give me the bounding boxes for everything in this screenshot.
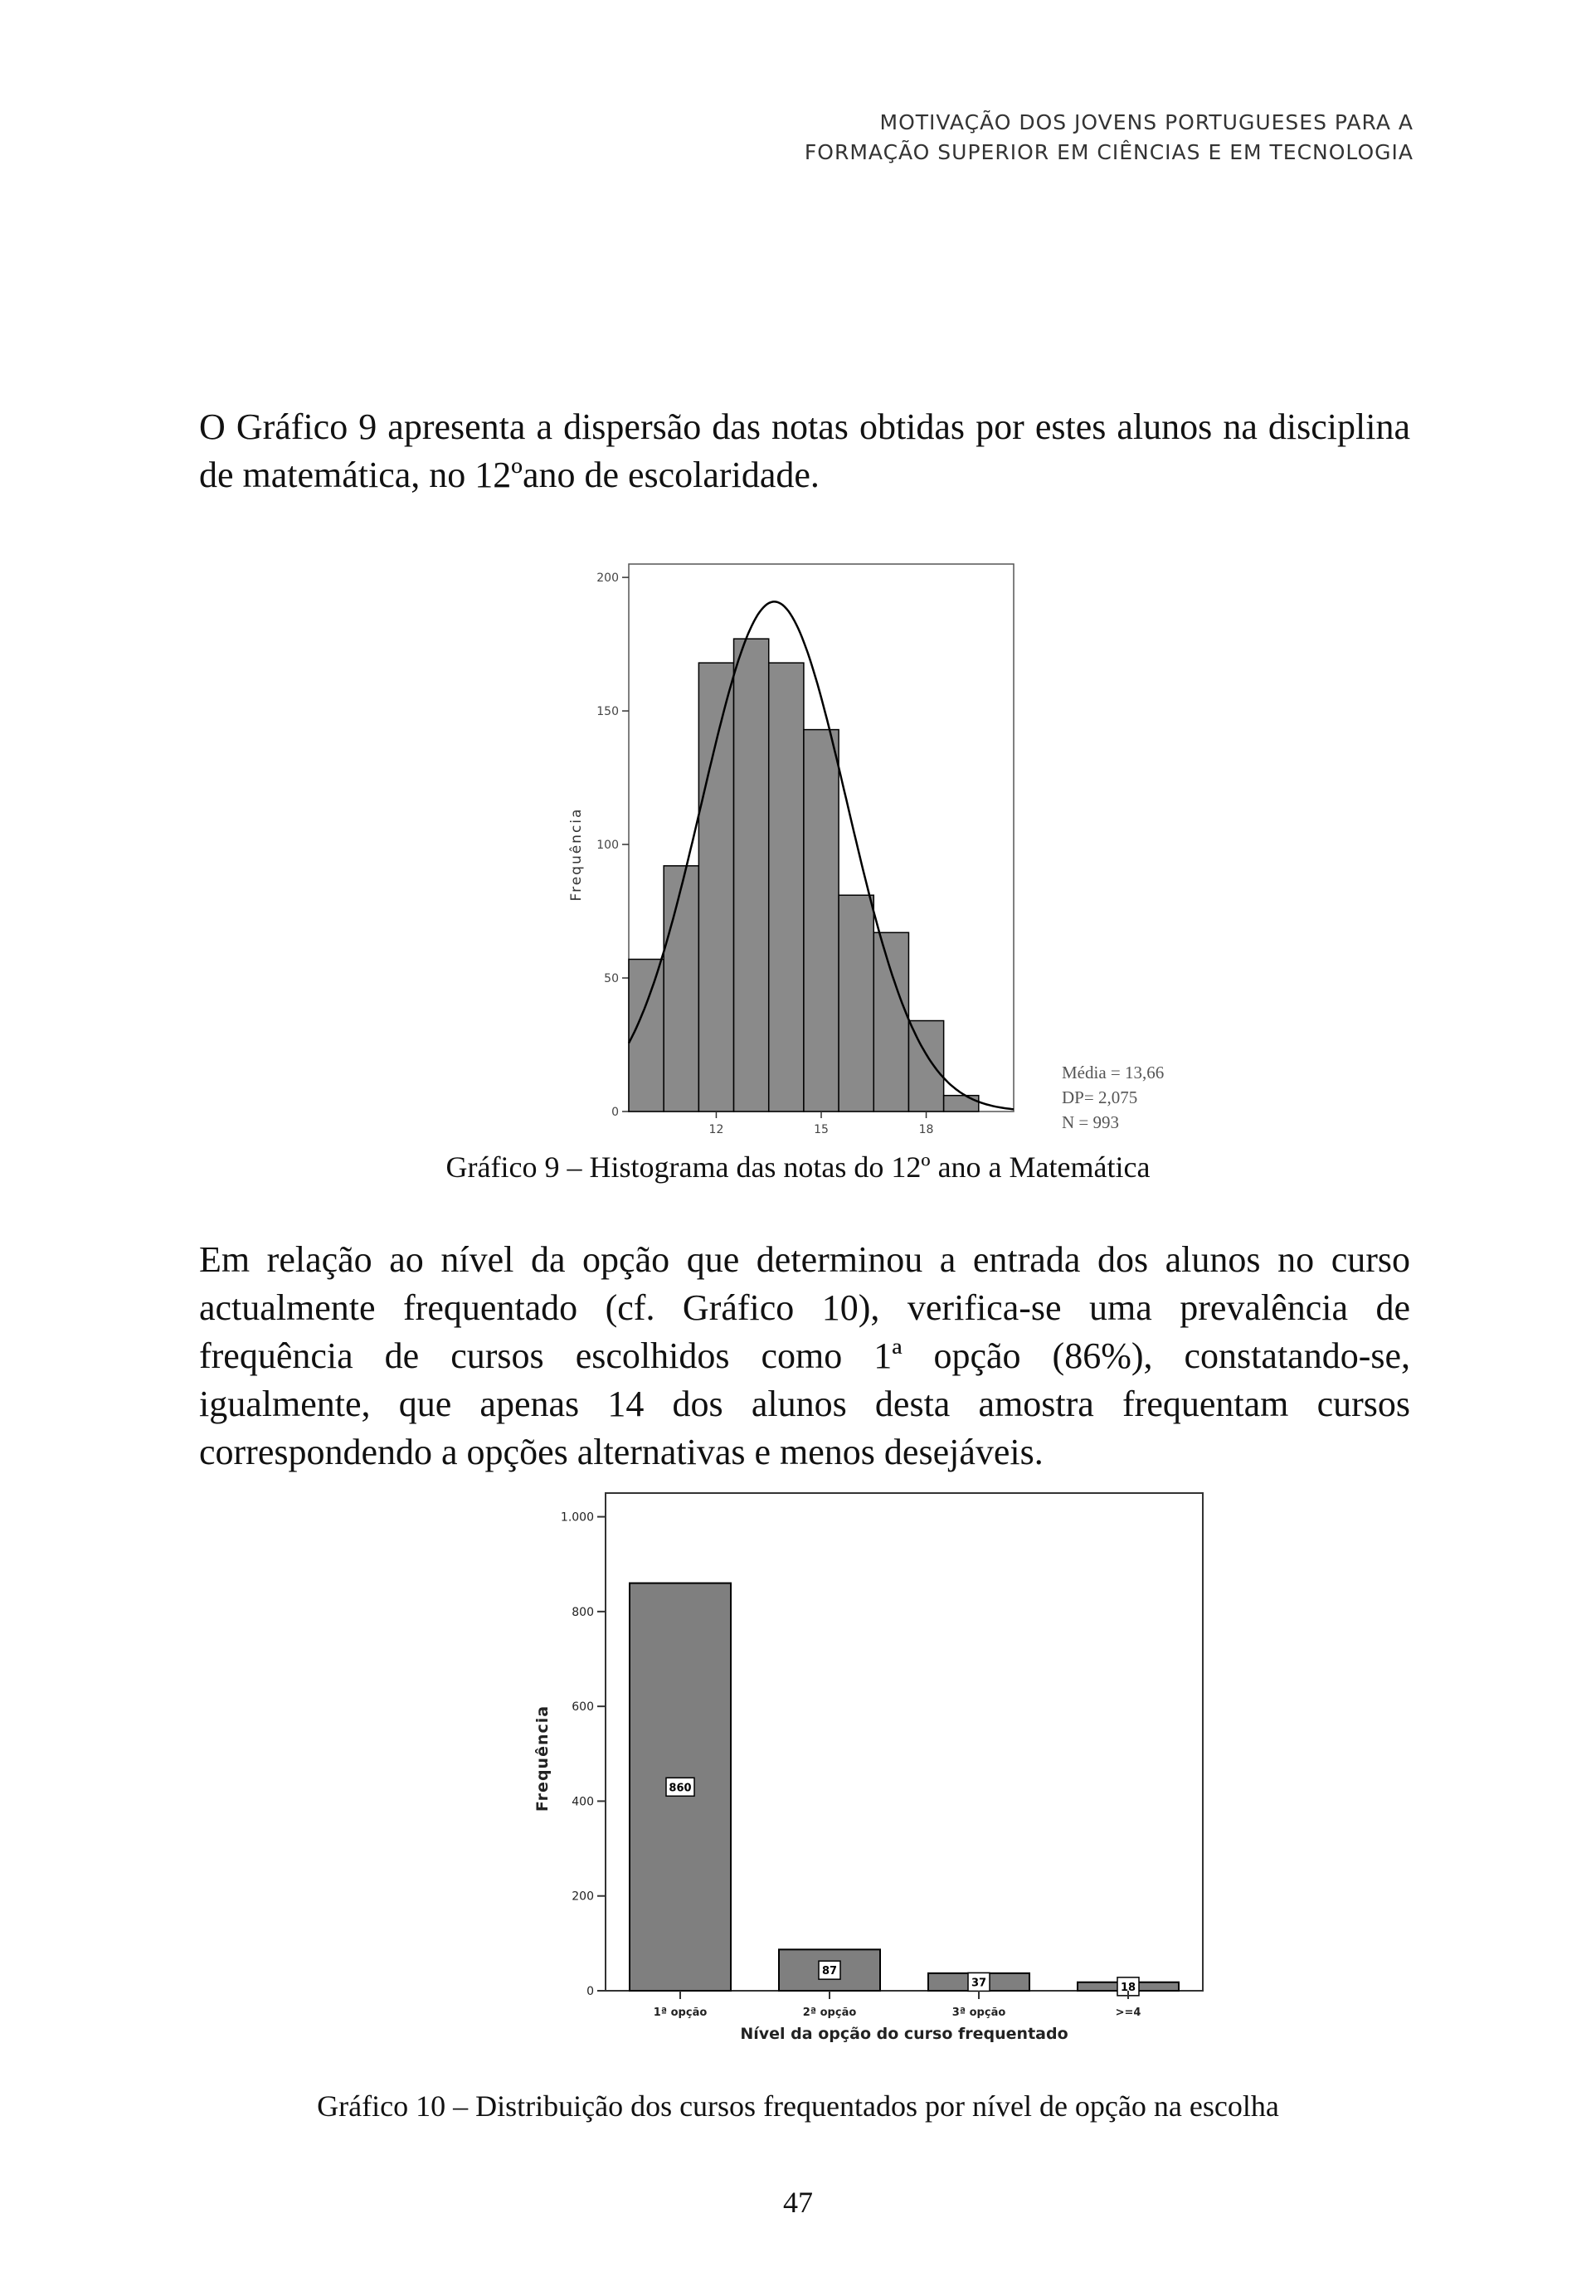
stats-line: Média = 13,66 bbox=[1062, 1063, 1165, 1082]
histogram-bar bbox=[664, 866, 698, 1112]
y-tick-label: 200 bbox=[596, 572, 619, 586]
x-tick-label: >=4 bbox=[1115, 2007, 1141, 2019]
stats-line: N = 993 bbox=[1062, 1112, 1120, 1132]
data-label: 87 bbox=[821, 1965, 838, 1978]
histogram-bar bbox=[629, 959, 664, 1112]
y-tick-label: 200 bbox=[572, 1890, 594, 1904]
stats-box bbox=[1062, 1063, 1164, 1132]
x-tick-label: 18 bbox=[918, 1123, 934, 1136]
histogram-bar bbox=[804, 730, 839, 1112]
y-tick-label: 0 bbox=[611, 1106, 619, 1119]
paragraph-intro-graph9: O Gráfico 9 apresenta a dispersão das notas obtidas por estes alunos na disciplina de matemática, no 12ºano de escolaridade. bbox=[199, 406, 1410, 495]
paragraph-option-level: Em relação ao nível da opção que determinou a entrada dos alunos no curso actualmente frequentado (cf. Gráfico 10), verifica-se uma prevalência de frequência de cursos escolhidos como 1ª opção (86%), constatando-se, igualmente, que apenas 14 dos alunos desta amostra frequentam cursos correspondendo a opções alternativas e menos desejáveis. bbox=[199, 1239, 1410, 1472]
y-axis-label: Frequência bbox=[568, 807, 585, 902]
histogram-bar bbox=[839, 895, 873, 1112]
running-header bbox=[667, 108, 1414, 168]
y-tick-label: 150 bbox=[596, 705, 619, 719]
option-bar-chart bbox=[506, 1476, 1211, 2057]
x-tick-label: 2ª opção bbox=[802, 2007, 857, 2019]
data-label: 37 bbox=[971, 1977, 987, 1990]
y-tick-label: 50 bbox=[604, 972, 619, 986]
histogram-bar bbox=[734, 639, 769, 1112]
x-tick-label: 1ª opção bbox=[653, 2007, 708, 2019]
y-tick-label: 100 bbox=[596, 839, 619, 853]
x-tick-label: 3ª opção bbox=[951, 2007, 1006, 2019]
stats-line: DP= 2,075 bbox=[1062, 1087, 1138, 1107]
x-tick-label: 12 bbox=[708, 1123, 724, 1136]
histogram-chart bbox=[531, 547, 1211, 1136]
running-header-line1: MOTIVAÇÃO DOS JOVENS PORTUGUESES PARA A bbox=[879, 110, 1414, 134]
y-tick-label: 0 bbox=[586, 1985, 594, 1998]
y-tick-label: 400 bbox=[572, 1795, 594, 1809]
data-label: 860 bbox=[669, 1782, 692, 1795]
x-tick-label: 15 bbox=[814, 1123, 829, 1136]
running-header-line2: FORMAÇÃO SUPERIOR EM CIÊNCIAS E EM TECNOLOGIA bbox=[804, 140, 1414, 164]
histogram-bar bbox=[698, 663, 733, 1112]
histogram-bar bbox=[944, 1096, 979, 1112]
page-number: 47 bbox=[783, 2186, 813, 2219]
y-tick-label: 600 bbox=[572, 1700, 594, 1715]
y-tick-label: 800 bbox=[572, 1605, 594, 1619]
caption-graph10: Gráfico 10 – Distribuição dos cursos frequentados por nível de opção na escolha bbox=[317, 2089, 1279, 2123]
histogram-bar bbox=[908, 1021, 943, 1112]
y-axis-label: Frequência bbox=[533, 1705, 552, 1812]
caption-graph9: Gráfico 9 – Histograma das notas do 12º ano a Matemática bbox=[445, 1150, 1151, 1184]
histogram-svg bbox=[531, 547, 1211, 1136]
histogram-bar bbox=[873, 932, 908, 1112]
option-bar-svg bbox=[506, 1476, 1211, 2057]
x-axis-label: Nível da opção do curso frequentado bbox=[740, 2025, 1068, 2043]
histogram-bar bbox=[769, 663, 804, 1112]
data-label: 18 bbox=[1120, 1981, 1136, 1994]
y-tick-label: 1.000 bbox=[560, 1510, 594, 1525]
